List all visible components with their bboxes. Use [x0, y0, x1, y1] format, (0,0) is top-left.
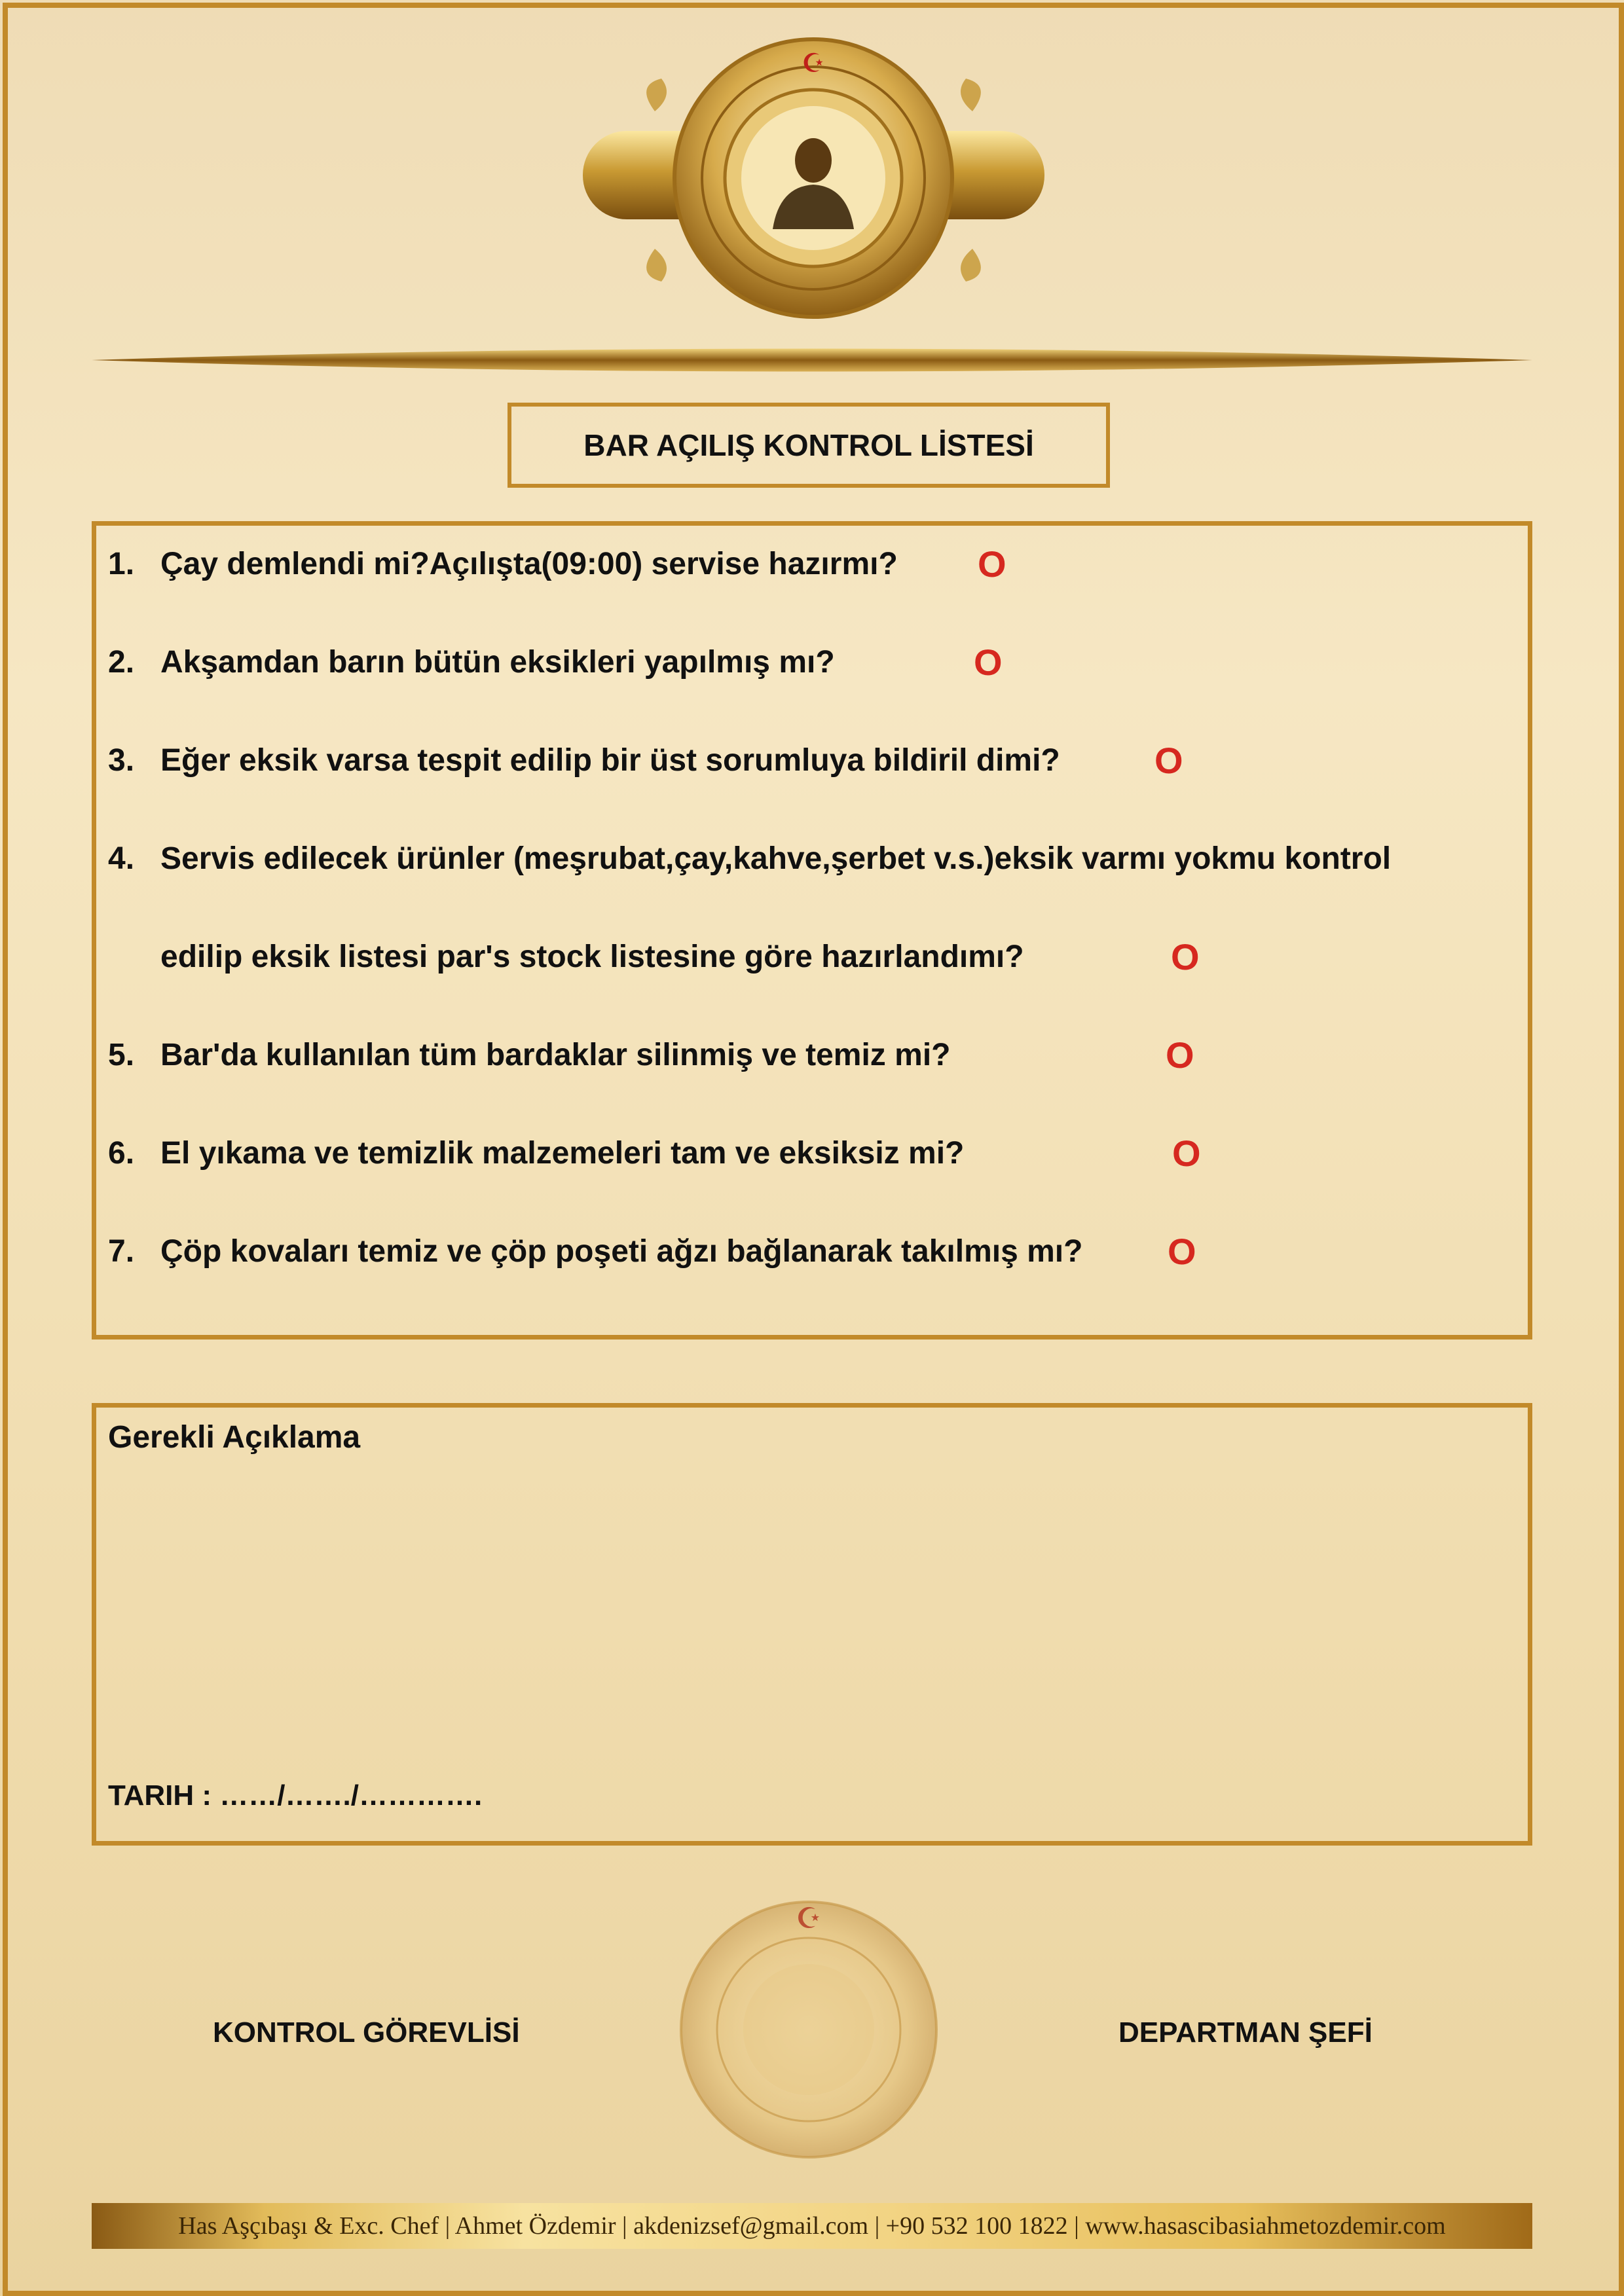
document-title: [507, 403, 1110, 488]
decorative-divider: [92, 340, 1532, 380]
svg-text:☪: ☪: [796, 1902, 822, 1935]
checkbox-mark-7[interactable]: O: [1168, 1231, 1196, 1272]
checkbox-mark-3[interactable]: O: [1154, 740, 1183, 781]
checklist-item-6: [108, 1134, 964, 1173]
item-number: 4.: [108, 841, 135, 876]
checkbox-mark-5[interactable]: O: [1166, 1034, 1194, 1076]
svg-text:☪: ☪: [802, 48, 825, 79]
checklist-item-7: [108, 1232, 1082, 1271]
item-number: 3.: [108, 743, 135, 778]
item-number: 2.: [108, 645, 135, 680]
signature-label-department-chief: DEPARTMAN ŞEFİ: [1118, 2016, 1373, 2049]
item-number: 6.: [108, 1136, 135, 1171]
item-text: El yıkama ve temizlik malzemeleri tam ve eksiksiz mi?: [160, 1136, 965, 1171]
footer-contact-text: Has Aşçıbaşı & Exc. Chef | Ahmet Özdemir | akdenizsef@gmail.com | +90 532 100 1822 | www.hasascibasiahmetozdemir.com: [178, 2212, 1446, 2240]
checklist-item-4-continuation: [160, 938, 1024, 977]
checklist-item-3: [108, 741, 1060, 780]
item-number: 1.: [108, 547, 135, 581]
item-text: Eğer eksik varsa tespit edilip bir üst sorumluya bildiril dimi?: [160, 743, 1060, 778]
top-emblem-logo: [576, 33, 1051, 327]
item-text: Akşamdan barın bütün eksikleri yapılmış mı?: [160, 645, 835, 680]
signature-label-control-officer: KONTROL GÖREVLİSİ: [213, 2016, 520, 2049]
checklist-item-4: [108, 839, 1391, 879]
item-number: 7.: [108, 1234, 135, 1269]
item-text-continuation: edilip eksik listesi par's stock listesine göre hazırlandımı?: [160, 939, 1024, 974]
date-field[interactable]: TARIH : ……/……./………….: [108, 1779, 483, 1812]
item-text: Servis edilecek ürünler (meşrubat,çay,kahve,şerbet v.s.)eksik varmı yokmu kontrol: [160, 841, 1392, 876]
notes-title: Gerekli Açıklama: [108, 1420, 361, 1455]
bottom-seal-logo: [678, 1892, 940, 2160]
checklist-item-1: [108, 545, 898, 584]
checkbox-mark-6[interactable]: O: [1172, 1133, 1201, 1174]
item-text: Çay demlendi mi?Açılışta(09:00) servise hazırmı?: [160, 547, 898, 581]
item-number: 5.: [108, 1038, 135, 1072]
footer-banner: [92, 2203, 1532, 2249]
item-text: Bar'da kullanılan tüm bardaklar silinmiş ve temiz mi?: [160, 1038, 951, 1072]
document-title-text: BAR AÇILIŞ KONTROL LİSTESİ: [583, 428, 1034, 462]
checkbox-mark-2[interactable]: O: [974, 642, 1003, 683]
item-text: Çöp kovaları temiz ve çöp poşeti ağzı bağlanarak takılmış mı?: [160, 1234, 1083, 1269]
checklist-item-5: [108, 1036, 950, 1075]
checkbox-mark-4[interactable]: O: [1171, 936, 1200, 977]
checkbox-mark-1[interactable]: O: [978, 543, 1006, 585]
checklist-item-2: [108, 643, 835, 682]
